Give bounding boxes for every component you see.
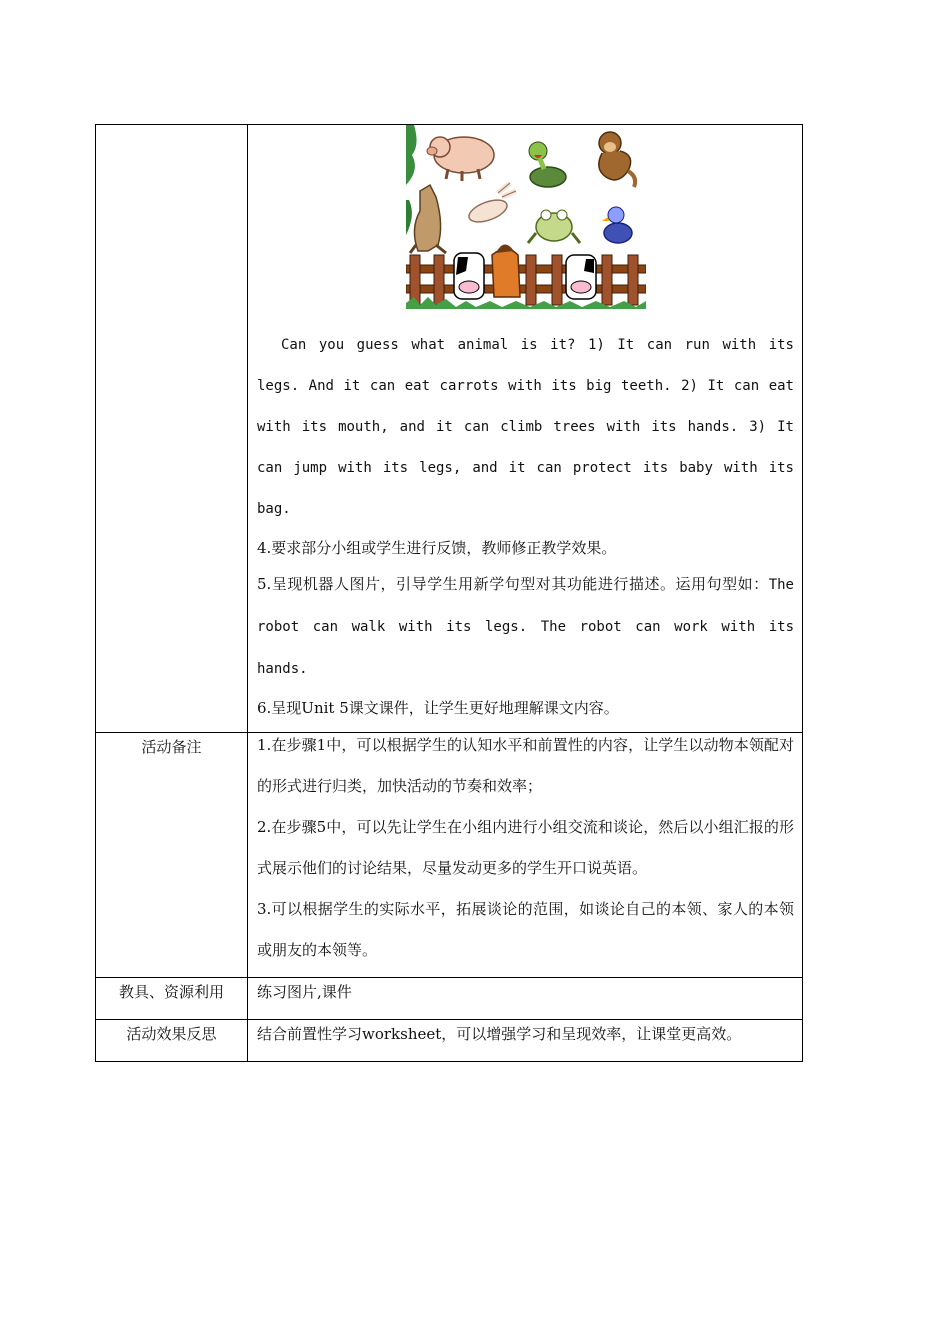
animals-fence-picture	[406, 125, 646, 309]
resources-label: 教具、资源利用	[96, 978, 248, 1020]
note-1: 1.在步骤1中，可以根据学生的认知水平和前置性的内容，让学生以动物本领配对的形式进行归类，加快活动的节奏和效率；	[257, 736, 794, 795]
animals-illustration	[406, 125, 646, 309]
reflection-value: 结合前置性学习worksheet，可以增强学习和呈现效率，让课堂更高效。	[248, 1020, 803, 1062]
step-5-text	[257, 564, 794, 690]
empty-label-cell	[96, 125, 248, 733]
step-5-cn: 5.呈现机器人图片，引导学生用新学句型对其功能进行描述。运用句型如：	[257, 575, 769, 593]
table-row	[96, 1020, 803, 1062]
content-cell	[248, 125, 803, 733]
note-2: 2.在步骤5中，可以先让学生在小组内进行小组交流和谈论，然后以小组汇报的形式展示他们的讨论结果，尽量发动更多的学生开口说英语。	[257, 818, 794, 877]
step-5-en: The robot can walk with its legs. The robot can work with its hands.	[257, 577, 794, 677]
resources-value: 练习图片,课件	[248, 978, 803, 1020]
note-3: 3.可以根据学生的实际水平，拓展谈论的范围，如谈论自己的本领、家人的本领或朋友的本领等。	[257, 900, 794, 959]
table-row	[96, 733, 803, 978]
lesson-plan-table	[95, 124, 803, 1062]
guess-riddle-text: Can you guess what animal is it? 1) It can run with its legs. And it can eat carrots with its big teeth. 2) It can eat with its mouth, and it can climb trees with its hands. 3) It can jump with its legs, and it can protect its baby with its bag.	[257, 337, 794, 517]
activity-notes-cell	[248, 733, 803, 978]
activity-notes-label: 活动备注	[96, 733, 248, 978]
table-row	[96, 125, 803, 733]
step-4-text: 4.要求部分小组或学生进行反馈，教师修正教学效果。	[257, 539, 617, 557]
reflection-label: 活动效果反思	[96, 1020, 248, 1062]
table-row	[96, 978, 803, 1020]
step-6-text: 6.呈现Unit 5课文课件，让学生更好地理解课文内容。	[257, 699, 619, 717]
